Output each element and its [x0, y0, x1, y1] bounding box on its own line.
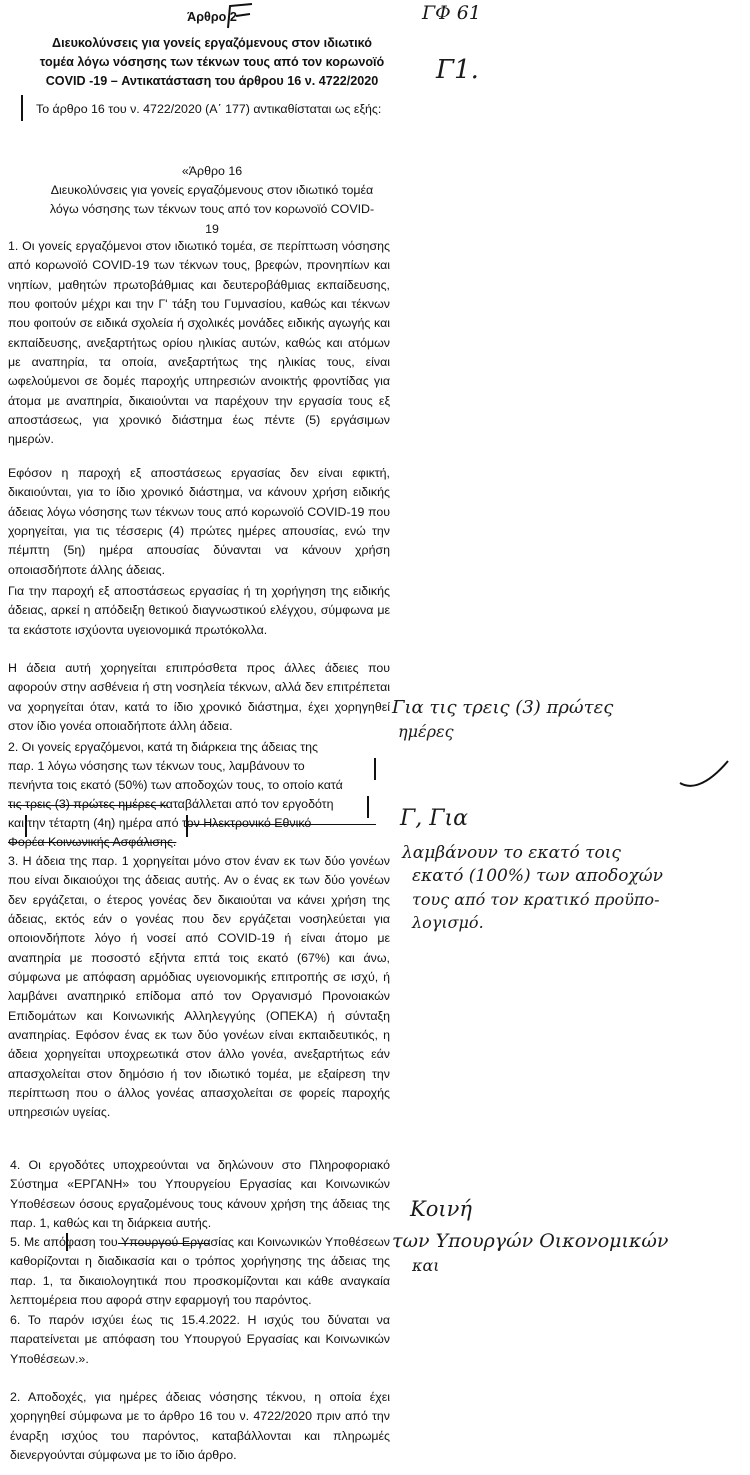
- handwritten-note-c-line-3: τους από τον κρατικό προϋπο-: [412, 890, 660, 909]
- handwritten-note-d-line-2: των Υπουργών Οικονομικών: [392, 1230, 669, 1252]
- handwritten-note-c-line-2: εκατό (100%) των αποδοχών: [412, 866, 663, 886]
- paragraph-2-line-2: παρ. 1 λόγω νόσησης των τέκνων τους, λαμβάνουν το: [8, 759, 305, 773]
- paragraph-2-line-3: πενήντα τοις εκατό (50%) των αποδοχών τους, το οποίο κατά: [8, 778, 343, 792]
- paragraph-3: 3. Η άδεια της παρ. 1 χορηγείται μόνο στον έναν εκ των δύο γονέων που είναι δικαιούχοι της άδειας αυτής. Αν ο ένας εκ των δύο γονέων δεν εργάζεται, ο έτερος γονέας δεν δικαιούται να κάνει χρήση της άδειας, εκτός εάν ο γονέας που δεν εργάζεται νοσηλεύεται για οποιονδήποτε λόγο ή νοσεί από COVID-19 ή είναι άτομο με αναπηρία με ποσοστό εξήντα επτά τοις εκατό (67%) και άνω, σύμφωνα με απόφαση αρμόδιας υγειονομικής επιτροπής σε ισχύ, ή λαμβάνει αναπηρικό επίδομα από τον Οργανισμό Προνοιακών Επιδομάτων και Κοινωνικής Αλληλεγγύης (ΟΠΕΚΑ) ή σύνταξη αναπηρίας. Εφόσον ένας εκ των δύο γονέων είναι εκπαιδευτικός, η άδεια χορηγείται υποχρεωτικά στον άλλο γονέα, ανεξαρτήτως εάν απασχολείται στον δημόσιο ή τον ιδιωτικό τομέα, με εξαίρεση την περίπτωση που ο άλλος γονέας απασχολείται σε φορείς παροχής υπηρεσιών υγείας.: [8, 854, 390, 1120]
- paragraph-7: 2. Αποδοχές, για ημέρες άδειας νόσησης τέκνου, η οποία έχει χορηγηθεί σύμφωνα με το άρθρο 16 του ν. 4722/2020 πριν από την έναρξη ισχύος του παρόντος, καταβάλλονται και πληρωμές διενεργούνται σύμφωνα με το ίδιο άρθρο.: [10, 1390, 390, 1463]
- handwritten-insert-mark: [222, 2, 272, 32]
- paragraph-2-line-5: και την τέταρτη (4η) ημέρα από τον Ηλεκτρονικό Εθνικό: [8, 816, 312, 830]
- handwritten-note-c-line-4: λογισμό.: [412, 913, 484, 932]
- article-title-line-2: τομέα λόγω νόσησης των τέκνων τους από τον κορωνοϊό: [39, 55, 385, 69]
- paragraph-2-line-6: Φορέα Κοινωνικής Ασφάλισης.: [8, 835, 177, 849]
- insert-mark: [374, 758, 376, 780]
- paragraph-1d: Η άδεια αυτή χορηγείται επιπρόσθετα προς άλλες άδειες που αφορούν στην ασθένεια ή στη νοσηλεία τέκνων, αλλά δεν επιτρέπεται να χορηγείται όταν, κατά το ίδιο χρονικό διάστημα, έχει χορηγηθεί στον ίδιο γονέα οποιαδήποτε άλλη άδεια.: [8, 661, 390, 734]
- paragraph-1c: Για την παροχή εξ αποστάσεως εργασίας ή τη χορήγηση της ειδικής άδειας, αρκεί η απόδειξη θετικού διαγνωστικού ελέγχου, σύμφωνα με τα εκάστοτε ισχύοντα υγειονομικά πρωτόκολλα.: [8, 584, 390, 637]
- paragraph-4: 4. Οι εργοδότες υποχρεούνται να δηλώνουν στο Πληροφοριακό Σύστημα «ΕΡΓΑΝΗ» του Υπουργείου Εργασίας και Κοινωνικών Υποθέσεων όσους εργαζομένους τους κάνουν χρήση της άδειας της παρ. 1, καθώς και τη διάρκεια αυτής.: [10, 1158, 390, 1231]
- strike-line: [118, 1243, 210, 1244]
- strike-line: [188, 824, 376, 825]
- handwritten-note-a-line-1: Για τις τρεις (3) πρώτες: [392, 697, 614, 718]
- handwritten-check-mark: [676, 755, 736, 795]
- strike-line: [8, 805, 168, 806]
- handwritten-note-d-line-1: Κοινή: [410, 1197, 472, 1221]
- margin-mark: [21, 95, 23, 121]
- paragraph-5: 5. Με απόφαση του Υπουργού Εργασίας και Κοινωνικών Υποθέσεων καθορίζονται η διαδικασία και ο τρόπος χορήγησης της άδειας της παρ. 1, τα δικαιολογητικά που προσκομίζονται και κάθε αναγκαία λεπτομέρεια που αφορά στην εφαρμογή του παρόντος.: [10, 1235, 390, 1308]
- handwritten-note-a-line-2: ημέρες: [398, 722, 454, 741]
- article16-title: Διευκολύνσεις για γονείς εργαζόμενους στον ιδιωτικό τομέα λόγω νόσησης των τέκνων τους από τον κορωνοϊό COVID-19: [49, 183, 375, 236]
- intro-text: Το άρθρο 16 του ν. 4722/2020 (Α΄ 177) αντικαθίσταται ως εξής:: [36, 102, 382, 116]
- handwritten-note-d-line-3: και: [412, 1256, 440, 1275]
- insert-mark: [66, 1233, 68, 1251]
- article-label: Άρθρο 2: [187, 10, 237, 24]
- paragraph-1b: Εφόσον η παροχή εξ αποστάσεως εργασίας δεν είναι εφικτή, δικαιούνται, για το ίδιο χρονικό διάστημα, να κάνουν χρήση ειδικής άδειας λόγω νόσησης των τέκνων τους από κορωνοϊό COVID-19 που χορηγείται, για τις τέσσερις (4) πρώτες ημέρες απουσίας, ενώ την πέμπτη (5η) ημέρα απουσίας δύνανται να κάνουν χρήση οποιασδήποτε άλλης άδειας.: [8, 466, 390, 577]
- paragraph-1: 1. Οι γονείς εργαζόμενοι στον ιδιωτικό τομέα, σε περίπτωση νόσησης από κορωνοϊό COVID-19 των τέκνων τους, βρεφών, προνηπίων και νηπίων, μαθητών πρωτοβάθμιας και δευτεροβάθμιας εκπαίδευσης, που φοιτούν μέχρι και την Γ' τάξη του Γυμνασίου, καθώς και τέκνων που φοιτούν σε ειδικά σχολεία ή σχολικές μονάδες ειδικής αγωγής και εκπαίδευσης, ανεξαρτήτως ορίου ηλικίας αυτών, καθώς και ατόμων με αναπηρία, τα οποία, ανεξαρτήτως της ηλικίας τους, είναι ωφελούμενοι σε δομές παροχής υπηρεσιών ανοικτής φροντίδας για άτομα με αναπηρία, δικαιούνται να παρέχουν την εργασία τους εξ αποστάσεως, για χρονικό διάστημα έως πέντε (5) εργάσιμων ημερών.: [8, 239, 390, 447]
- paragraph-6: 6. Το παρόν ισχύει έως τις 15.4.2022. Η ισχύς του δύναται να παρατείνεται με απόφαση του Υπουργού Εργασίας και Κοινωνικών Υποθέσεων.».: [10, 1313, 390, 1366]
- article-title-line-1: Διευκολύνσεις για γονείς εργαζόμενους στον ιδιωτικό: [52, 36, 372, 50]
- insert-mark: [367, 796, 369, 818]
- handwritten-mark-1: Γ1.: [436, 55, 479, 85]
- article-title-line-3: COVID -19 – Αντικατάσταση του άρθρου 16 ν. 4722/2020: [45, 74, 379, 88]
- article16-label: «Άρθρο 16: [181, 164, 243, 178]
- handwritten-reference: ΓΦ 61: [422, 2, 481, 24]
- handwritten-note-b: Γ, Για: [400, 806, 468, 831]
- insert-mark: [25, 815, 27, 837]
- handwritten-note-c-line-1: λαμβάνουν το εκατό τοις: [402, 843, 621, 863]
- paragraph-2-line-4: τις τρεις (3) πρώτες ημέρες καταβάλλεται από τον εργοδότη: [8, 797, 334, 811]
- insert-mark: [186, 815, 188, 837]
- paragraph-2-line-1: 2. Οι γονείς εργαζόμενοι, κατά τη διάρκεια της άδειας της: [8, 740, 318, 754]
